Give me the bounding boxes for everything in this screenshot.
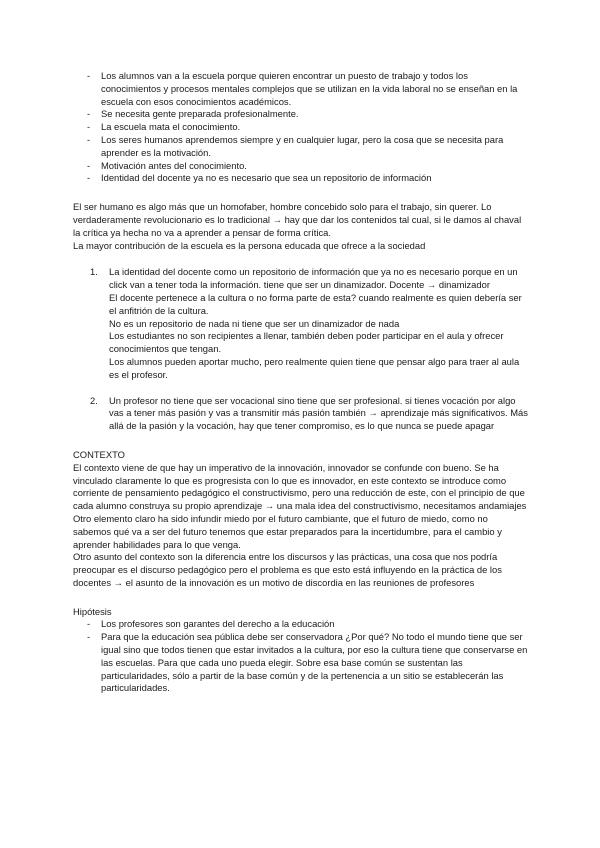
item-line: No es un repositorio de nada ni tiene que ser un dinamizador de nada [109,317,400,329]
paragraph: Otro asunto del contexto son la diferencia entre los discursos y las prácticas, una cosa que nos podría preocupar es el discurso pedagógico pero el problema es que esto está influyendo en la práctica de los docentes → el asunto de la innovación es un motivo de discordia en las reuniones de profesores [73,551,502,588]
list-item: - La escuela mata el conocimiento. [73,121,528,134]
item-line: Los estudiantes no son recipientes a llenar, también deben poder participar en el aula y ofrecer conocimientos que tengan. [109,330,504,355]
list-item: - Motivación antes del conocimiento. [73,160,528,173]
numbered-item [73,266,528,381]
item-line: Los alumnos pueden aportar mucho, pero realmente quien tiene que pensar algo para traer al aula es el profesor. [109,355,520,380]
list-item: - Los alumnos van a la escuela porque quieren encontrar un puesto de trabajo y todos los conocimientos y procesos mentales complejos que se utilizan en la vida laboral no se enseñan en la escuela con esos conocimientos académicos. [73,70,528,108]
paragraph: Otro elemento claro ha sido infundir miedo por el futuro cambiante, que el futuro de miedo, como no sabemos qué va a ser del futuro tenemos que estar preparados para la incertidumbre, para el cambio y aprender habilidades para lo que venga. [73,512,502,550]
item-number: 1. [90,266,98,278]
hypothesis-list [73,618,528,695]
numbered-item [73,395,528,433]
item-line: Un profesor no tiene que ser vocacional sino tiene que ser profesional. si tienes vocación por algo vas a tener más pasión y vas a transmitir más pasión también → aprendizaje más significativos. Más allá de la pasión y la vocación, hay que tener compromiso, es lo que nunca se puede apagar [109,394,528,432]
list-item: - Los seres humanos aprendemos siempre y en cualquier lugar, pero la cosa que se necesita para aprender es la motivación. [73,134,528,160]
section-heading: CONTEXTO [73,448,125,460]
list-item: - Se necesita gente preparada profesionalmente. [73,108,528,121]
list-item: - Para que la educación sea pública debe ser conservadora ¿Por qué? No todo el mundo tiene que ser igual sino que todos tienen que estar invitados a la cultura, por eso la cultura tiene que conservarse en las escuelas. Para que cada uno pueda elegir. Sobre esa base común se sustentan las particularidades, sólo a partir de la base común y de la pertenencia a un sitio se establecerán las particularidades. [73,631,528,695]
list-item: - Identidad del docente ya no es necesario que sea un repositorio de información [73,172,528,185]
intro-bullet-list [73,70,528,185]
document-body [73,70,528,695]
item-line: El docente pertenece a la cultura o no forma parte de esta? cuando realmente es quien debería ser el anfitrión de la cultura. [109,291,522,316]
section-heading: Hipótesis [73,605,112,617]
item-number: 2. [90,394,98,406]
paragraph: El contexto viene de que hay un imperativo de la innovación, innovador se confunde con bueno. Se ha vinculado claramente lo que es progresista con lo que es innovador, en este contexto se introduce como corriente de pensamiento pedagógico el constructivismo, pero una reducción de este, con el principio de que cada alumno construya su propio aprendizaje → una mala idea del constructivismo, necesitamos andamiajes [73,461,527,512]
list-item: - Los profesores son garantes del derecho a la educación [73,618,528,631]
paragraph: La mayor contribución de la escuela es la persona educada que ofrece a la sociedad [73,239,426,251]
numbered-list [73,266,528,433]
item-line: La identidad del docente como un repositorio de información que ya no es necesario porque en un click van a tener toda la información. tiene que ser un dinamizador. Docente → dinamizador [109,266,518,291]
paragraph: El ser humano es algo más que un homofaber, hombre concebido solo para el trabajo, sin querer. Lo verdaderamente revolucionario es lo tradicional → hay que dar los contenidos tal cual, si le damos al chaval la crítica ya hecha no va a aprender a pensar de forma crítica. [73,201,522,238]
